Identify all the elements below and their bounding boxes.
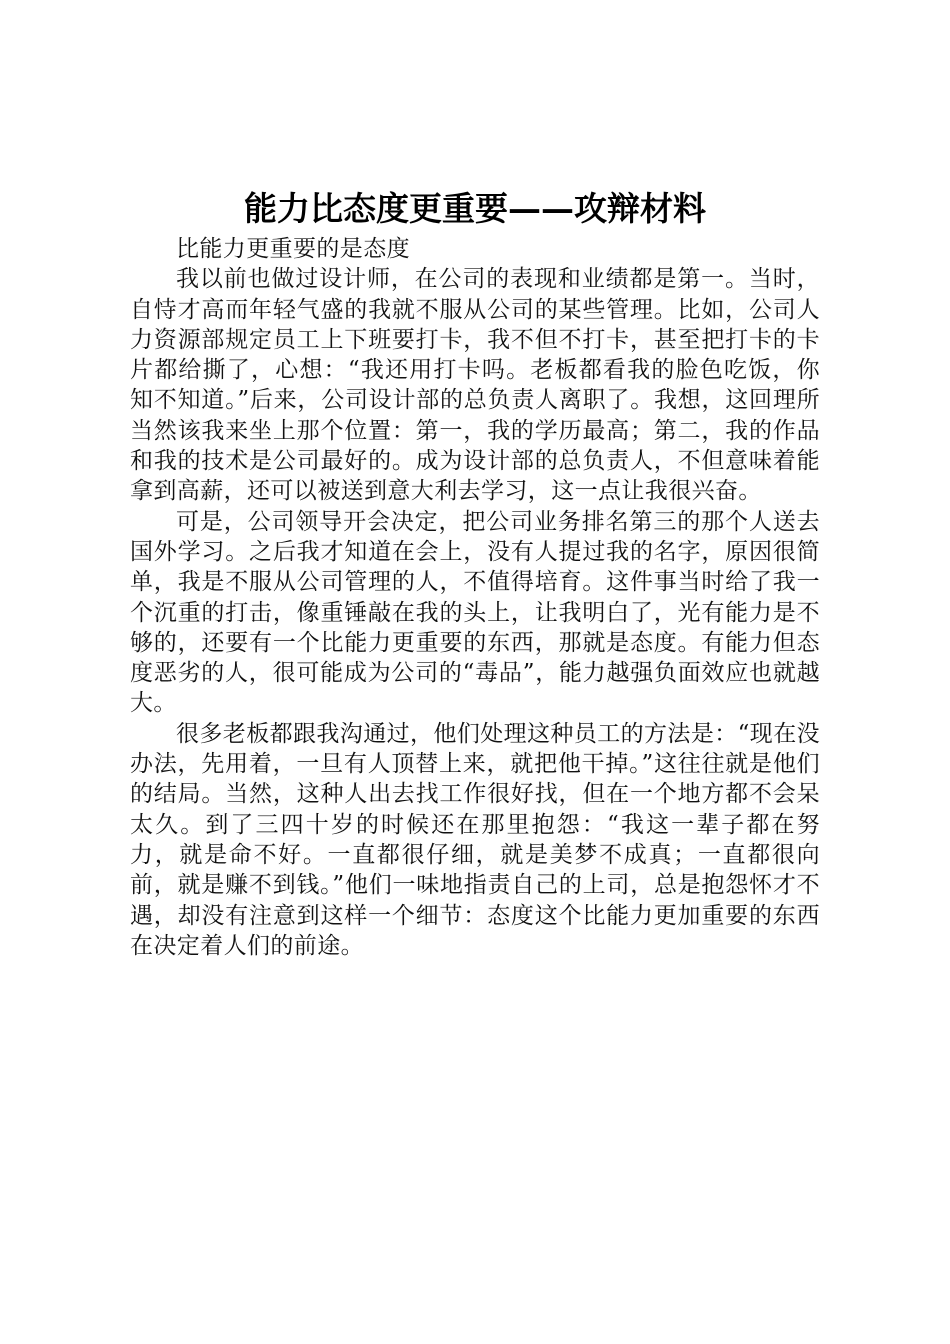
document-title: 能力比态度更重要——攻辩材料 [244, 189, 706, 228]
paragraph-1: 我以前也做过设计师，在公司的表现和业绩都是第一。当时，自恃才高而年轻气盛的我就不服从公司的某些管理。比如，公司人力资源部规定员工上下班要打卡，我不但不打卡，甚至把打卡的卡片都给撕了，心想：“我还用打卡吗。老板都看我的脸色吃饭，你知不知道。”后来，公司设计部的总负责人离职了。我想，这回理所当然该我来坐上那个位置：第一，我的学历最高；第二，我的作品和我的技术是公司最好的。成为设计部的总负责人，不但意味着能拿到高薪，还可以被送到意大利去学习，这一点让我很兴奋。 [130, 266, 820, 505]
document-body [130, 234, 820, 961]
paragraph-3: 很多老板都跟我沟通过，他们处理这种员工的方法是：“现在没办法，先用着，一旦有人顶替上来，就把他干掉。”这往往就是他们的结局。当然，这种人出去找工作很好找，但在一个地方都不会呆太久。到了三四十岁的时候还在那里抱怨：“我这一辈子都在努力，就是命不好。一直都很仔细，就是美梦不成真；一直都很向前，就是赚不到钱。”他们一味地指责自己的上司，总是抱怨怀才不遇，却没有注意到这样一个细节：态度这个比能力更加重要的东西在决定着人们的前途。 [130, 720, 820, 959]
paragraph-2: 可是，公司领导开会决定，把公司业务排名第三的那个人送去国外学习。之后我才知道在会上，没有人提过我的名字，原因很简单，我是不服从公司管理的人，不值得培育。这件事当时给了我一个沉重的打击，像重锤敲在我的头上，让我明白了，光有能力是不够的，还要有一个比能力更重要的东西，那就是态度。有能力但态度恶劣的人，很可能成为公司的“毒品”，能力越强负面效应也就越大。 [130, 508, 820, 717]
paragraph-subtitle: 比能力更重要的是态度 [176, 236, 410, 262]
